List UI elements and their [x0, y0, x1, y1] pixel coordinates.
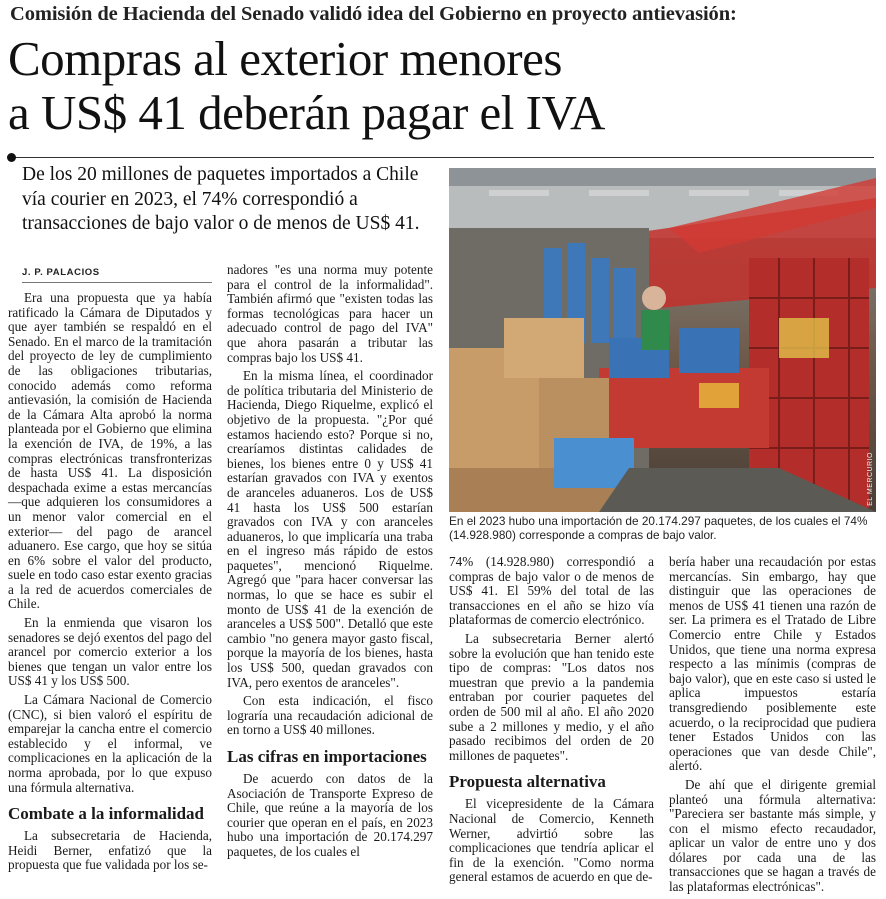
- divider-rule: [12, 157, 874, 158]
- paragraph: Con esta indicación, el fisco lograría una recaudación adicional de en torno a US$ 40 millones.: [227, 693, 433, 738]
- lede: De los 20 millones de paquetes importados a Chile vía courier en 2023, el 74% correspondió a transacciones de bajo valor o de menos de US$ 41.: [22, 164, 420, 234]
- section-heading: Propuesta alternativa: [449, 772, 606, 792]
- headline-line-2: a US$ 41 deberán pagar el IVA: [8, 85, 605, 140]
- paragraph: El vicepresidente de la Cámara Nacional de Comercio, Kenneth Werner, advirtió sobre las complicaciones que tendría aplicar el fin de la exención. "Como norma general estamos de acuerdo en que de-: [449, 796, 654, 885]
- paragraph: La subsecretaria Berner alertó sobre la evolución que han tenido este tipo de compras: "Los datos nos muestran que previo a la pandemia entraban por courier paquetes del orden de 500 mil al año. El año 2020 sube a 2 millones y medio, y el año pasado recibimos del orden de 20 millones de paquetes".: [449, 630, 654, 763]
- article-column-1: [8, 291, 212, 877]
- byline: J. P. PALACIOS: [22, 267, 100, 278]
- paragraph: De acuerdo con datos de la Asociación de Transporte Expreso de Chile, que reúne a la mayoría de los courier que operan en el país, en 2023 hubo una importación de 20.174.297 paquetes, de los cuales el: [227, 771, 433, 859]
- article-column-4: [669, 555, 876, 899]
- paragraph: nadores "es una norma muy potente para el control de la informalidad". También afirmó que "existen todas las formas tecnológicas para hacer un adecuado control de pago del IVA" que ahora pasarán a tributar las compras bajo los US$ 41.: [227, 262, 433, 365]
- warehouse-photo: [449, 168, 876, 512]
- kicker: Comisión de Hacienda del Senado validó idea del Gobierno en proyecto antievasión:: [10, 3, 737, 25]
- paragraph: En la enmienda que visaron los senadores se dejó exentos del pago del arancel por comercio exterior a los bienes que tengan un valor entre los US$ 41 y los US$ 500.: [8, 615, 212, 689]
- photo-caption: En el 2023 hubo una importación de 20.174.297 paquetes, de los cuales el 74% (14.928.980) corresponde a compras de bajo valor.: [449, 514, 868, 542]
- byline-rule: [22, 282, 212, 283]
- section-heading: Las cifras en importaciones: [227, 747, 427, 766]
- headline-line-1: Compras al exterior menores: [8, 31, 562, 86]
- headline: [8, 32, 878, 140]
- photo-credit: EL MERCURIO: [867, 452, 874, 506]
- paragraph: La subsecretaria de Hacienda, Heidi Berner, enfatizó que la propuesta que fue validada por los se-: [8, 828, 212, 873]
- paragraph: Era una propuesta que ya había ratificado la Cámara de Diputados y que ayer también se respaldó en el Senado. En el marco de la tramitación del proyecto de ley de cumplimiento de las obligaciones tributarias, conocido además como reforma antievasión, la comisión de Hacienda de la Cámara Alta aprobó la norma planteada por el Gobierno que elimina la exención de IVA, de 19%, a las compras electrónicas transfronterizas de hasta US$ 41. La disposición despachada exime a estas mercancías —que adquieren los consumidores a un menor valor comercial en el exterior— del pago de arancel aduanero. Ese cargo, que hoy se sitúa en 6% sobre el valor del producto, suele en todo caso estar exento gracias a la red de acuerdos comerciales de Chile.: [8, 290, 212, 612]
- warehouse-illustration: [449, 168, 876, 512]
- paragraph: bería haber una recaudación por estas mercancías. Sin embargo, hay que distinguir que las operaciones de menos de US$ 41 tienen una razón de ser. La primera es el Tratado de Libre Comercio entre Chile y Estados Unidos, que tiene una norma expresa respecto a las mínimis (compras de bajo valor), que en este caso si usted le aplica impuestos estaría transgrediendo posiblemente este acuerdo, o la reciprocidad que pudiera tener Estados Unidos con las operaciones que van desde Chile", alertó.: [669, 554, 876, 774]
- article-column-3: [449, 555, 654, 889]
- article-column-2: [227, 263, 433, 864]
- paragraph: En la misma línea, el coordinador de política tributaria del Ministerio de Hacienda, Diego Riquelme, explicó el objetivo de la propuesta. "¿Por qué estamos haciendo esto? Porque si no, crearíamos distintas calidades de bienes, los bienes entre 0 y US$ 41 estarían gravados con IVA y exentos de aranceles aduaneros. Los de US$ 41 hasta los US$ 500 estarían gravados con IVA y con aranceles aduaneros, lo que implicaría una traba en el ingreso más rápido de estos paquetes", mencionó Riquelme. Agregó que "para hacer conversar las normas, lo que se hace es subir el monto de US$ 41 de la exención de aranceles a US$ 500". Detalló que este cambio "no genera mayor gasto fiscal, porque la mayoría de los bienes, hasta los US$ 500, quedan gravados con IVA, pero exentos de aranceles".: [227, 368, 433, 690]
- paragraph: La Cámara Nacional de Comercio (CNC), si bien valoró el espíritu de emparejar la cancha entre el comercio establecido y el informal, ve complicaciones en la aplicación de la norma aprobada, por lo que expuso una fórmula alternativa.: [8, 692, 212, 795]
- paragraph: De ahí que el dirigente gremial planteó una fórmula alternativa: "Pareciera ser bastante más simple, y con el mismo efecto recaudador, aplicar un valor de entre uno y dos dólares por cada una de las transacciones que se hagan a través de las plataformas electrónicas".: [669, 776, 876, 895]
- divider-dot: [7, 153, 16, 162]
- section-heading: Combate a la informalidad: [8, 804, 204, 824]
- paragraph: 74% (14.928.980) correspondió a compras de bajo valor o de menos de US$ 41. El 59% del total de las transacciones en el año se hizo vía plataformas de comercio electrónico.: [449, 554, 654, 628]
